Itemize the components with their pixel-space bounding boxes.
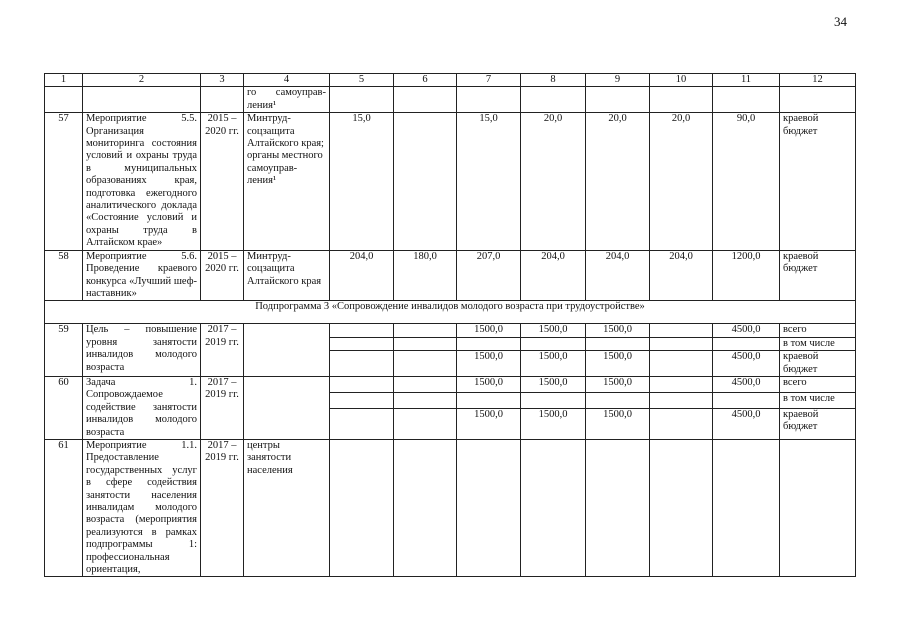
executor-cell [244, 376, 330, 439]
period-cell: 2015 – 2020 гг. [201, 250, 244, 301]
source-cell: всего [780, 324, 856, 337]
col-num: 10 [650, 74, 713, 87]
col-num: 8 [521, 74, 586, 87]
value-cell: 4500,0 [713, 324, 780, 337]
measure-name: Мероприятие 5.5. Организация мониторинга состояния условий и охраны труда в муниципальных образованиях края, подготовка ежегодного аналитического доклада «Состояние условий и охраны труда в Алтайском крае» [83, 113, 201, 250]
value-cell: 1500,0 [521, 324, 586, 337]
table-row [45, 324, 856, 337]
table-row [45, 376, 856, 392]
value-cell: 207,0 [457, 250, 521, 301]
source-cell: краевой бюджет [780, 409, 856, 440]
col-num: 6 [394, 74, 457, 87]
period-cell: 2017 – 2019 гг. [201, 376, 244, 439]
value-cell: 180,0 [394, 250, 457, 301]
row-number: 58 [45, 250, 83, 301]
source-cell: всего [780, 376, 856, 392]
page-number: 34 [834, 14, 847, 29]
row-number: 57 [45, 113, 83, 250]
col-num: 3 [201, 74, 244, 87]
value-cell: 204,0 [330, 250, 394, 301]
executor-cell [244, 324, 330, 377]
row-number: 60 [45, 376, 83, 439]
period-cell: 2017 – 2019 гг. [201, 324, 244, 377]
source-cell: краевой бюджет [780, 351, 856, 377]
value-cell: 1500,0 [586, 351, 650, 377]
source-cell: краевой бюджет [780, 250, 856, 301]
value-cell: 4500,0 [713, 409, 780, 440]
value-cell [394, 113, 457, 250]
source-cell: в том числе [780, 392, 856, 408]
value-cell: 20,0 [521, 113, 586, 250]
value-cell: 4500,0 [713, 351, 780, 377]
executor-cell: го самоуправ-ления¹ [244, 87, 330, 113]
value-cell: 1500,0 [457, 376, 521, 392]
value-cell: 204,0 [586, 250, 650, 301]
period-cell: 2015 – 2020 гг. [201, 113, 244, 250]
value-cell: 1500,0 [521, 376, 586, 392]
value-cell: 20,0 [586, 113, 650, 250]
executor-cell: Минтруд-соцзащита Алтайского края; органы местного самоуправ-ления¹ [244, 113, 330, 250]
value-cell: 90,0 [713, 113, 780, 250]
subprogram-title: Подпрограмма 3 «Сопровождение инвалидов молодого возраста при трудоустройстве» [45, 301, 856, 324]
col-num: 11 [713, 74, 780, 87]
value-cell: 1500,0 [457, 351, 521, 377]
value-cell: 1500,0 [586, 324, 650, 337]
value-cell: 1500,0 [521, 351, 586, 377]
value-cell: 1500,0 [457, 409, 521, 440]
table-row-continued [45, 87, 856, 113]
value-cell: 204,0 [521, 250, 586, 301]
measure-name: Мероприятие 1.1. Предоставление государственных услуг в сфере содействия занятости населения инвалидам молодого возраста (мероприятия реализуются в рамках подпрограммы 1: профессиональная ориентация, [83, 439, 201, 576]
executor-cell: Минтруд-соцзащита Алтайского края [244, 250, 330, 301]
source-cell: краевой бюджет [780, 113, 856, 250]
program-table [44, 73, 856, 577]
col-num: 9 [586, 74, 650, 87]
row-number: 59 [45, 324, 83, 377]
table-row [45, 113, 856, 250]
value-cell: 1500,0 [586, 409, 650, 440]
source-cell: в том числе [780, 337, 856, 350]
value-cell: 1500,0 [457, 324, 521, 337]
col-num: 12 [780, 74, 856, 87]
value-cell: 15,0 [330, 113, 394, 250]
table-row [45, 439, 856, 576]
row-number: 61 [45, 439, 83, 576]
executor-cell: центры занятости населения [244, 439, 330, 576]
value-cell: 204,0 [650, 250, 713, 301]
col-num: 4 [244, 74, 330, 87]
column-number-row [45, 74, 856, 87]
table-row [45, 250, 856, 301]
value-cell: 20,0 [650, 113, 713, 250]
col-num: 2 [83, 74, 201, 87]
col-num: 1 [45, 74, 83, 87]
value-cell: 1500,0 [521, 409, 586, 440]
value-cell: 4500,0 [713, 376, 780, 392]
period-cell: 2017 – 2019 гг. [201, 439, 244, 576]
col-num: 7 [457, 74, 521, 87]
measure-name: Мероприятие 5.6. Проведение краевого конкурса «Лучший шеф-наставник» [83, 250, 201, 301]
value-cell: 1200,0 [713, 250, 780, 301]
value-cell: 1500,0 [586, 376, 650, 392]
value-cell: 15,0 [457, 113, 521, 250]
measure-name: Цель – повышение уровня занятости инвалидов молодого возраста [83, 324, 201, 377]
col-num: 5 [330, 74, 394, 87]
table-body [45, 74, 856, 577]
subprogram-row [45, 301, 856, 324]
measure-name: Задача 1. Сопровождаемое содействие занятости инвалидов молодого возраста [83, 376, 201, 439]
